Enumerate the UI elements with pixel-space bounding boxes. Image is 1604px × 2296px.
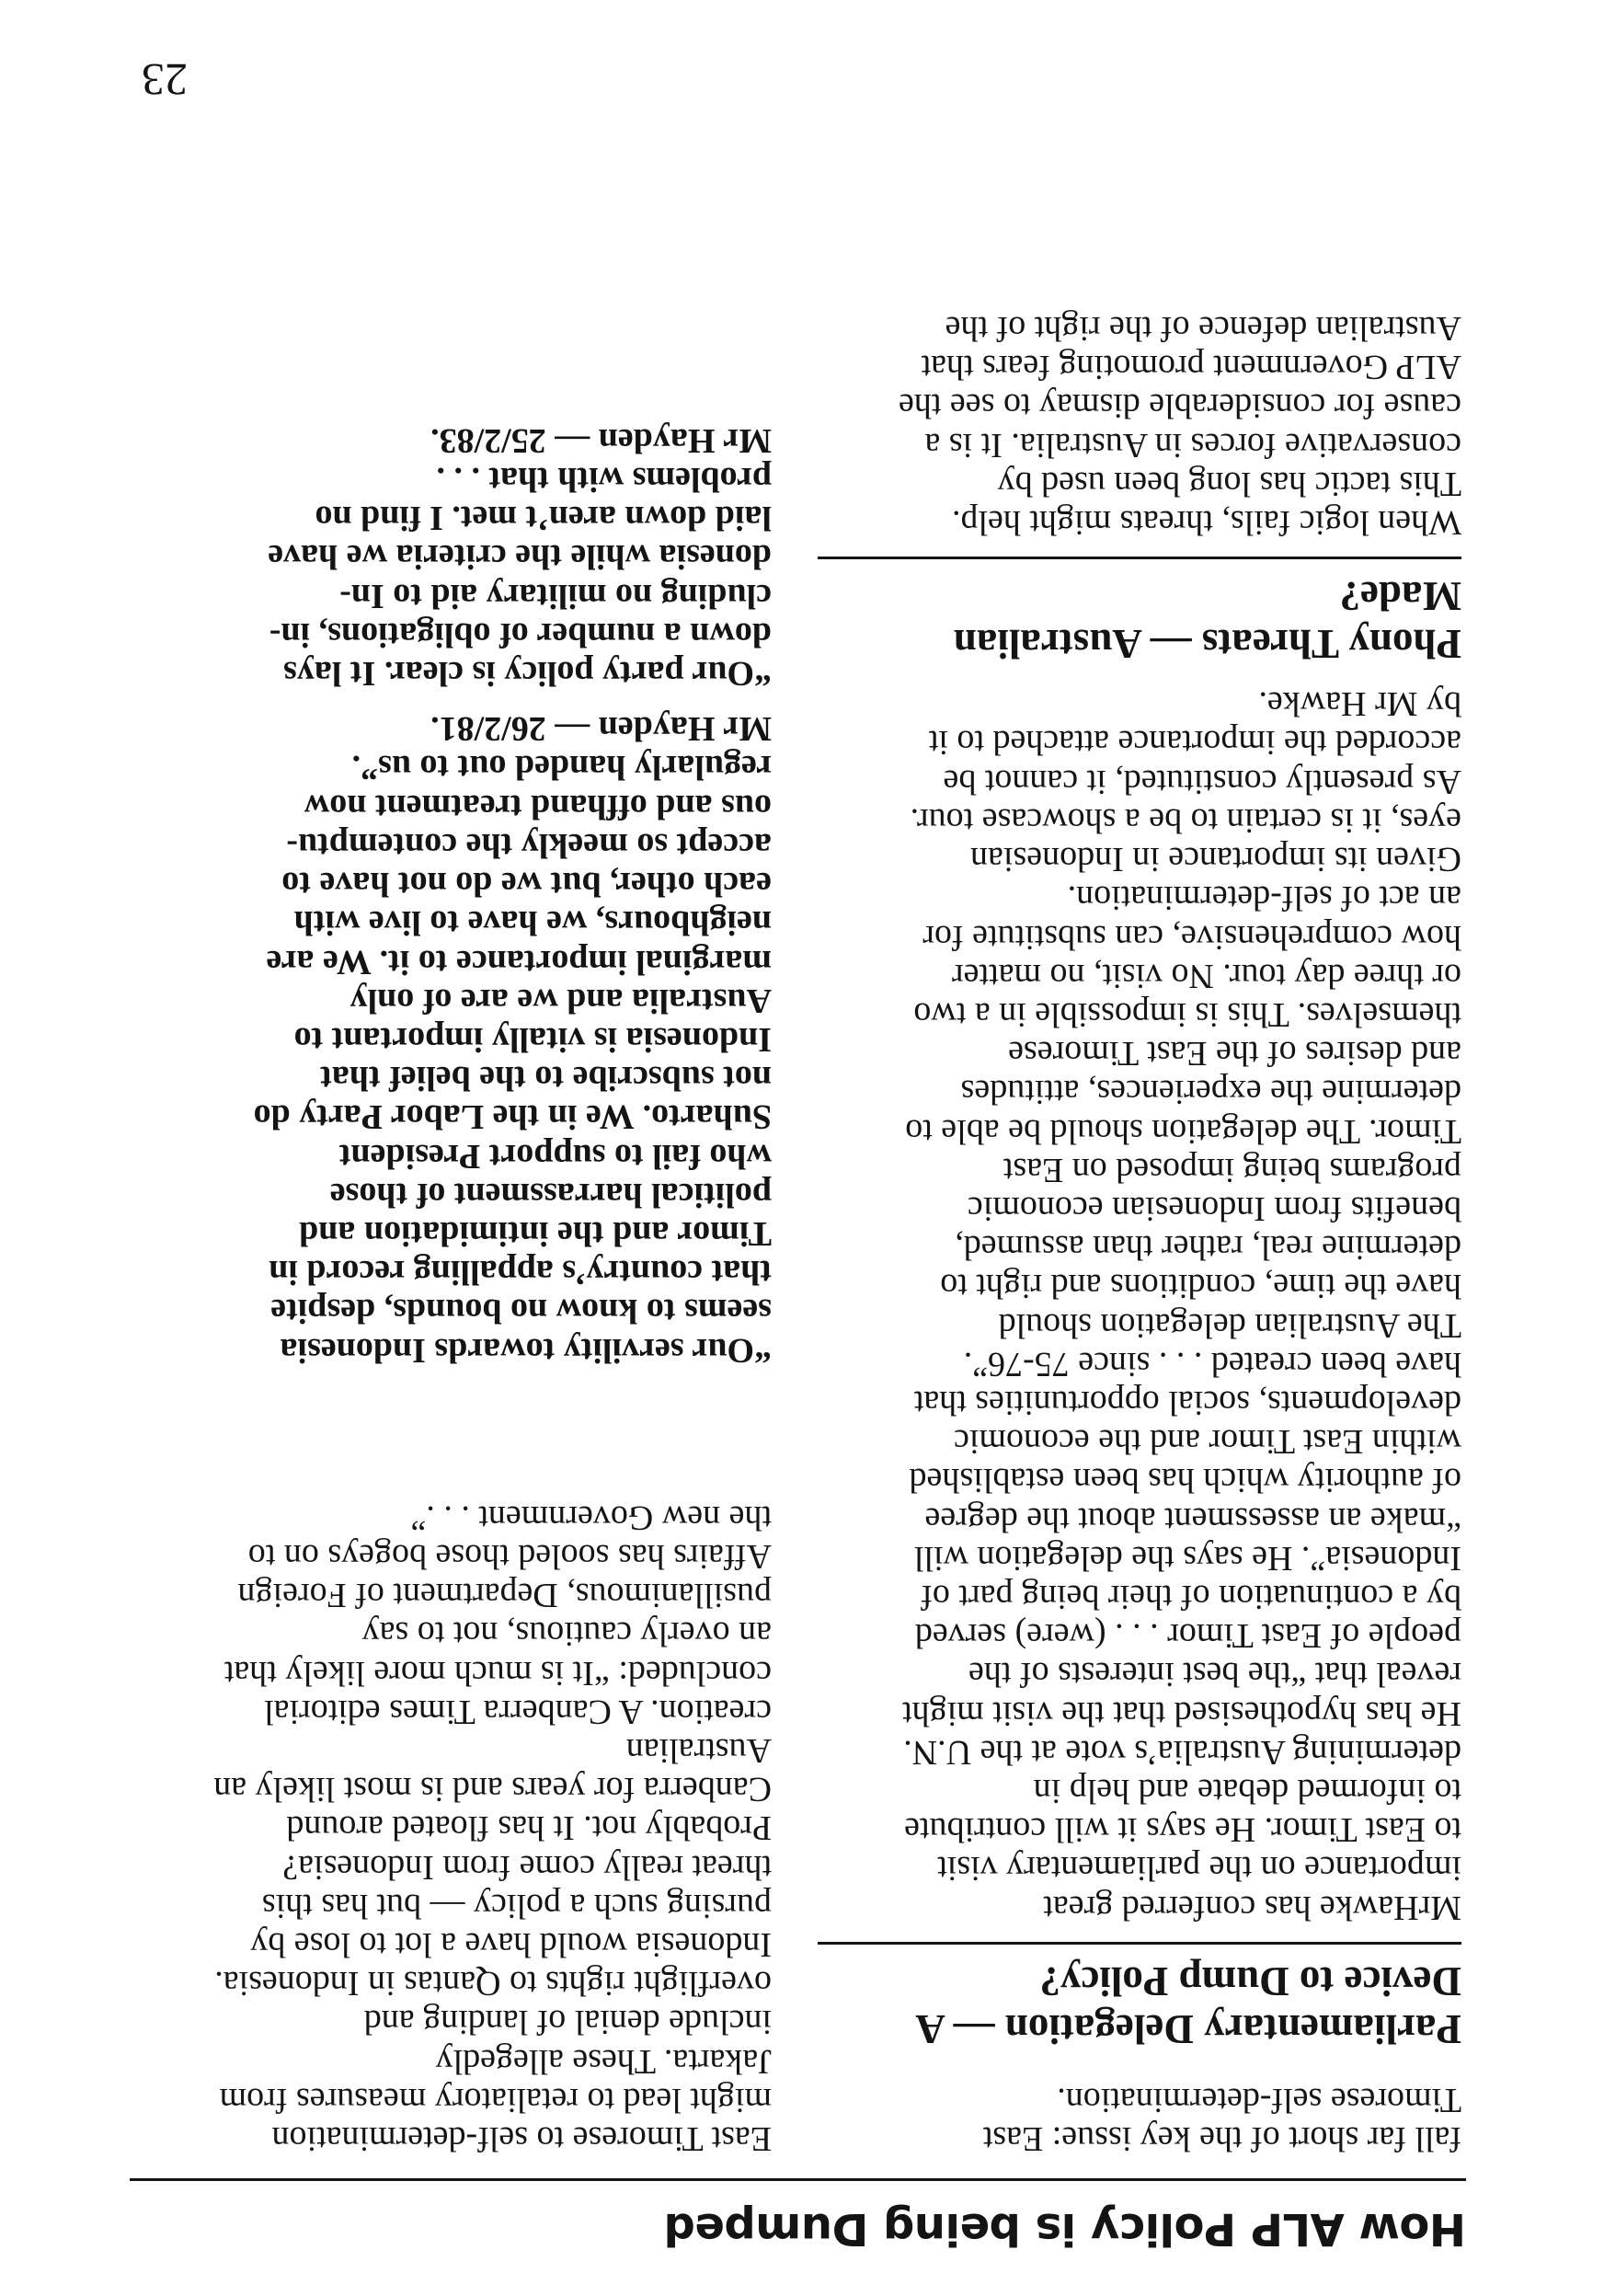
quote-line: not subscribe to the belief that [320, 1059, 772, 1098]
page-headline: How ALP Policy is being Dumped [664, 2203, 1466, 2255]
text-line: overflight rights to Qantas in Indonesia. [214, 1964, 772, 2003]
paragraph-threat-origin [137, 1498, 772, 2158]
text-line: have been created . . . since 75-76”. [963, 1344, 1461, 1383]
text-line: Jakarta. These allegedly [435, 2041, 772, 2081]
text-line: of authority which has been established [909, 1461, 1461, 1500]
quote-line: Australia and we are of only [349, 981, 772, 1020]
text-line: fall far short of the key issue: East [982, 2119, 1461, 2158]
quote-line: that country’s appalling record in [269, 1253, 772, 1292]
quote-line: seems to know no bounds, despite [270, 1292, 772, 1331]
text-line: determine real, rather than assumed, [955, 1228, 1461, 1268]
text-line: East Timorese to self-determination [271, 2119, 772, 2158]
text-line: an overly cautious, not to say [361, 1614, 772, 1654]
quote-hayden-1981 [137, 748, 772, 1369]
text-line: to informed debate and help in [1033, 1771, 1461, 1810]
text-line: pursing such a policy — but has this [261, 1886, 772, 1925]
text-line: the new Government . . .” [410, 1498, 772, 1537]
text-line: This tactic has long been used by [997, 464, 1461, 503]
quote-hayden-1983 [137, 460, 772, 693]
text-line: creation. A Canberra Times editorial [264, 1692, 772, 1731]
text-line: eyes, it is certain to be a showcase tour. [910, 800, 1461, 840]
quote-line: “Our party policy is clear. It lays [283, 654, 772, 694]
section-heading-parliamentary-delegation: Parliamentary Delegation — A Device to Dump Policy? [915, 1957, 1461, 2052]
right-column [137, 421, 772, 2158]
text-line: might lead to retaliatory measures from [219, 2080, 772, 2119]
text-line: Probably not. It has floated around [286, 1808, 772, 1848]
text-line: Canberra for years and is most likely an [213, 1770, 772, 1809]
headline-rule [130, 2178, 1466, 2181]
text-line: Affairs has sooled those bogeys on to [247, 1536, 772, 1576]
quote-line: each other, but we do not have to [281, 865, 772, 904]
text-line: Australian defence of the right of the [945, 309, 1461, 349]
text-line: people of East Timor . . . (were) served [914, 1616, 1461, 1656]
text-line: When logic fails, threats might help. [951, 503, 1461, 543]
text-line: Australian [625, 1730, 772, 1770]
text-line: Indonesia”. He says the delegation will [913, 1538, 1461, 1578]
text-line: have the time, conditions and right to [940, 1267, 1461, 1306]
quote-line: Indonesia is vitally important to [293, 1019, 772, 1059]
text-line: how comprehensive, can substitute for [922, 917, 1461, 957]
text-line: pusillanimous, Department of Foreign [237, 1576, 772, 1615]
quote-line: political harrassment of those [329, 1175, 772, 1214]
quote-line: Suharto. We in the Labor Party do [253, 1097, 772, 1137]
text-line: “make an assessment about the degree [924, 1499, 1461, 1539]
text-line: developments, social opportunities that [913, 1383, 1461, 1422]
quote-line: regularly handed out to us”. [351, 748, 772, 787]
text-line: conservative forces in Australia. It is a [924, 425, 1461, 465]
quote-line: down a number of obligations, in- [269, 614, 772, 654]
text-line: by a continuation of their being part of [921, 1577, 1461, 1616]
text-line: He has hypothesised that the visit might [902, 1693, 1461, 1733]
text-line: and desires of the East Timorese [1008, 1034, 1461, 1073]
quote-line: marginal importance to it. We are [266, 942, 772, 982]
section-rule [818, 1942, 1461, 1945]
text-line: reveal that “the best interests of the [968, 1655, 1461, 1694]
quote-line: ous and offhand treatment now [304, 786, 772, 826]
section-rule [818, 557, 1461, 559]
text-line: Timorese self-determination. [1057, 2080, 1461, 2119]
text-line: Timor. The delegation should be able to [905, 1111, 1461, 1151]
text-line: within East Timor and the economic [953, 1422, 1461, 1462]
quote-line: problems with that . . . [436, 460, 772, 499]
text-line: concluded: “It is much more likely that [223, 1653, 772, 1693]
text-line: MrHawke has conferred great [1043, 1888, 1461, 1927]
quote-line: accept so meekly the contemptu- [286, 825, 772, 865]
quote-line: donesia while the criteria we have [268, 537, 772, 577]
attribution-hayden-1983 [137, 421, 772, 460]
text-line: to East Timor. He says it will contribute [904, 1810, 1461, 1850]
text-line: Given its importance in Indonesian [970, 840, 1461, 879]
text-line: accorded the importance attached to it [928, 723, 1461, 763]
text-line: include denial of landing and [363, 2003, 772, 2042]
text-line: Indonesia would have a lot to lose by [250, 1924, 772, 1964]
quote-line: cluding no military aid to In- [339, 576, 772, 615]
quote-line: laid down aren’t met. I find no [315, 499, 772, 538]
left-column [818, 309, 1461, 2158]
text-line: cause for considerable dismay to see the [899, 386, 1461, 426]
section-body-parliamentary-delegation [818, 684, 1461, 1927]
attribution-text: Mr Hayden — 25/2/83. [430, 420, 772, 460]
text-line: The Australian delegation should [998, 1305, 1461, 1345]
page-number: 23 [142, 54, 188, 106]
text-line: or three day tour. No visit, no matter [951, 956, 1461, 995]
intro-text [818, 2081, 1461, 2158]
text-line: an act of self-determination. [1067, 878, 1461, 918]
attribution-hayden-1981 [137, 709, 772, 748]
text-line: themselves. This is impossible in a two [913, 994, 1461, 1034]
text-line: benefits from Indonesian economic [967, 1188, 1461, 1228]
quote-line: who fail to support President [338, 1136, 772, 1176]
text-line: importance on the parliamentary visit [937, 1849, 1461, 1888]
text-line: determining Australia’s vote at the U.N. [903, 1732, 1461, 1772]
text-line: ALP Government promoting fears that [921, 348, 1461, 387]
text-line: by Mr Hawke. [1258, 684, 1461, 724]
quote-line: Timor and the intimidation and [299, 1213, 772, 1253]
section-body-phony-threats [818, 309, 1461, 542]
text-line: As presently constituted, it cannot be [943, 762, 1461, 801]
quote-line: “Our servility towards Indonesia [280, 1330, 772, 1370]
text-line: determine the experiences, attitudes [960, 1073, 1461, 1112]
text-line: programs being imposed on East [1002, 1150, 1461, 1189]
quote-line: neighbours, we have to live with [293, 903, 772, 943]
section-heading-phony-threats: Phony Threats — Australian Made? [953, 573, 1461, 668]
attribution-text: Mr Hayden — 26/2/81. [430, 709, 772, 749]
text-line: threat really come from Indonesia? [282, 1847, 772, 1887]
